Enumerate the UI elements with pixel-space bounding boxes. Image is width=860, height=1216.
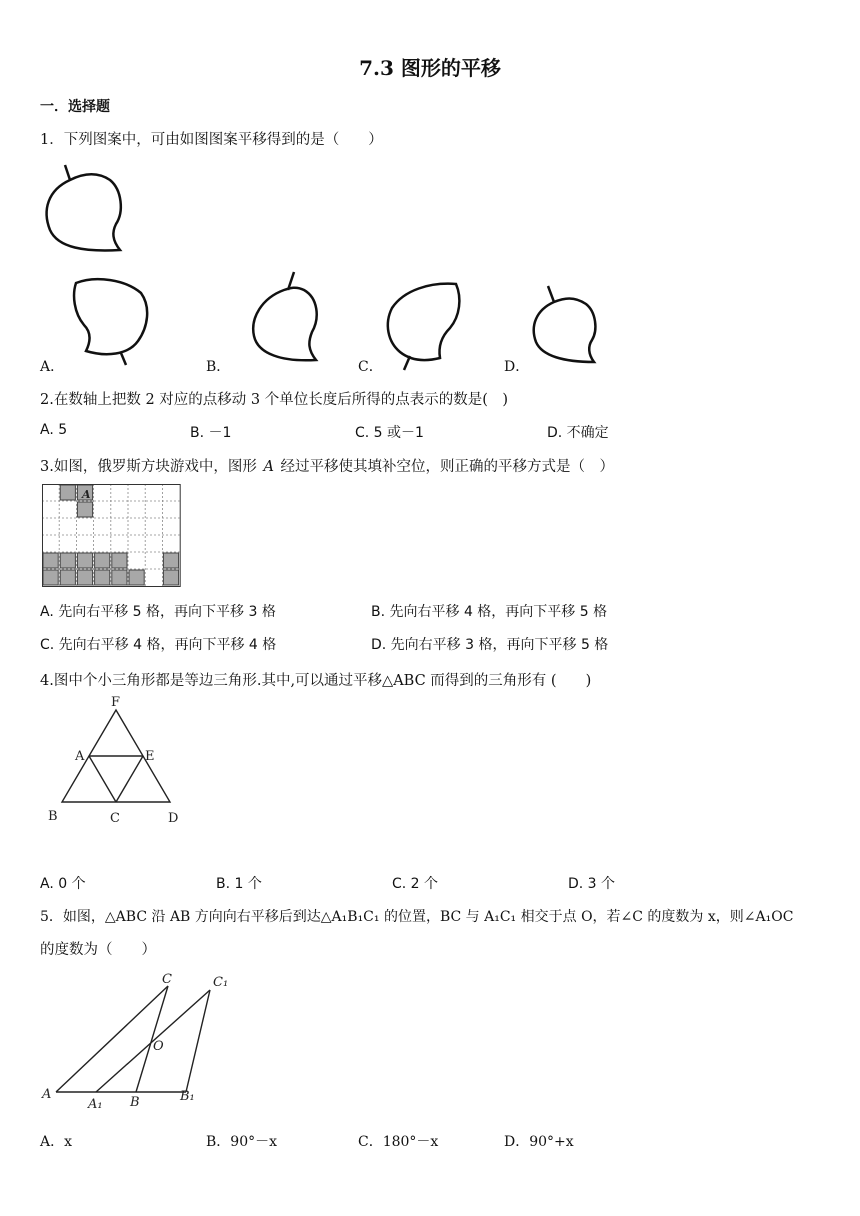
q2-option-c[interactable]: C. 5 或－1 bbox=[355, 425, 424, 441]
q1-option-b[interactable]: B． bbox=[206, 359, 231, 375]
tetris-cell bbox=[112, 553, 127, 568]
tetris-cell bbox=[77, 502, 92, 517]
tetris-cell bbox=[60, 570, 75, 585]
q2-option-d[interactable]: D. 不确定 bbox=[547, 425, 609, 441]
q1-option-d[interactable]: D． bbox=[504, 359, 530, 375]
q3-option-d[interactable]: D. 先向右平移 3 格，再向下平移 5 格 bbox=[371, 637, 609, 653]
question-5-text-line2: 的度数为（ ） bbox=[40, 942, 156, 958]
q5-option-d[interactable]: D．90°+x bbox=[504, 1134, 574, 1150]
tetris-cell bbox=[60, 553, 75, 568]
label-a: A bbox=[42, 1087, 52, 1102]
translation-triangle-figure bbox=[40, 972, 240, 1112]
tetris-cell bbox=[95, 553, 110, 568]
question-1-text: 1．下列图案中，可由如图图案平移得到的是（ ） bbox=[40, 132, 383, 148]
label-c: C bbox=[162, 972, 172, 987]
triangle-figure bbox=[44, 694, 184, 829]
q2-option-b[interactable]: B. －1 bbox=[190, 425, 232, 441]
leaf-option-b bbox=[232, 268, 327, 368]
q5-option-c[interactable]: C．180°－x bbox=[358, 1134, 439, 1150]
q3-option-c[interactable]: C. 先向右平移 4 格，再向下平移 4 格 bbox=[40, 637, 277, 653]
tetris-cell bbox=[129, 570, 144, 585]
label-b: B bbox=[48, 809, 58, 824]
q3-shape-label: A bbox=[263, 459, 274, 475]
section-heading: 一．选择题 bbox=[40, 99, 110, 115]
label-e: E bbox=[145, 749, 155, 764]
q5-option-a[interactable]: A．x bbox=[40, 1134, 73, 1150]
q3-option-a[interactable]: A. 先向右平移 5 格，再向下平移 3 格 bbox=[40, 604, 276, 620]
q4-option-b[interactable]: B. 1 个 bbox=[216, 876, 262, 892]
tetris-cell bbox=[112, 570, 127, 585]
q1-option-a[interactable]: A． bbox=[40, 359, 65, 375]
q4-option-d[interactable]: D. 3 个 bbox=[568, 876, 616, 892]
question-5-text-line1: 5．如图，△ABC 沿 AB 方向向右平移后到达△A₁B₁C₁ 的位置，BC 与 A₁C₁ 相交于点 O，若∠C 的度数为 x，则∠A₁OC bbox=[40, 909, 794, 925]
label-b1: B₁ bbox=[180, 1089, 195, 1104]
label-d: D bbox=[168, 811, 179, 826]
question-2-text: 2.在数轴上把数 2 对应的点移动 3 个单位长度后所得的点表示的数是( ) bbox=[40, 392, 509, 408]
tetris-cell bbox=[95, 570, 110, 585]
label-b: B bbox=[130, 1095, 140, 1110]
label-a1: A₁ bbox=[88, 1097, 103, 1112]
tetris-cell bbox=[43, 570, 58, 585]
q3-option-b[interactable]: B. 先向右平移 4 格，再向下平移 5 格 bbox=[371, 604, 608, 620]
q1-option-c[interactable]: C． bbox=[358, 359, 383, 375]
leaf-reference-figure bbox=[40, 160, 130, 260]
q3-text-before: 3.如图，俄罗斯方块游戏中，图形 bbox=[40, 459, 257, 475]
q4-option-c[interactable]: C. 2 个 bbox=[392, 876, 439, 892]
q3-text-after: 经过平移使其填补空位，则正确的平移方式是（ ） bbox=[280, 459, 615, 475]
tetris-cell bbox=[43, 553, 58, 568]
page-title: 7.3 图形的平移 bbox=[359, 56, 501, 80]
q4-option-a[interactable]: A. 0 个 bbox=[40, 876, 86, 892]
label-c1: C₁ bbox=[213, 975, 229, 990]
label-a: A bbox=[75, 749, 85, 764]
tetris-cell bbox=[163, 553, 178, 568]
label-c: C bbox=[110, 811, 120, 826]
tetris-cell bbox=[77, 553, 92, 568]
label-o: O bbox=[153, 1039, 164, 1054]
svg-text:A: A bbox=[82, 488, 91, 501]
leaf-option-d bbox=[526, 282, 611, 372]
question-4-text: 4.图中个小三角形都是等边三角形.其中,可以通过平移△ABC 而得到的三角形有 ( ) bbox=[40, 673, 592, 689]
tetris-cell bbox=[60, 485, 75, 500]
label-f: F bbox=[111, 695, 121, 710]
leaf-option-c bbox=[380, 280, 470, 375]
tetris-cell bbox=[77, 570, 92, 585]
tetris-cell bbox=[163, 570, 178, 585]
q2-option-a[interactable]: A. 5 bbox=[40, 422, 68, 438]
tetris-grid-figure bbox=[42, 484, 182, 588]
q5-option-b[interactable]: B．90°－x bbox=[206, 1134, 277, 1150]
question-3-text bbox=[40, 455, 614, 476]
leaf-option-a bbox=[66, 275, 156, 370]
